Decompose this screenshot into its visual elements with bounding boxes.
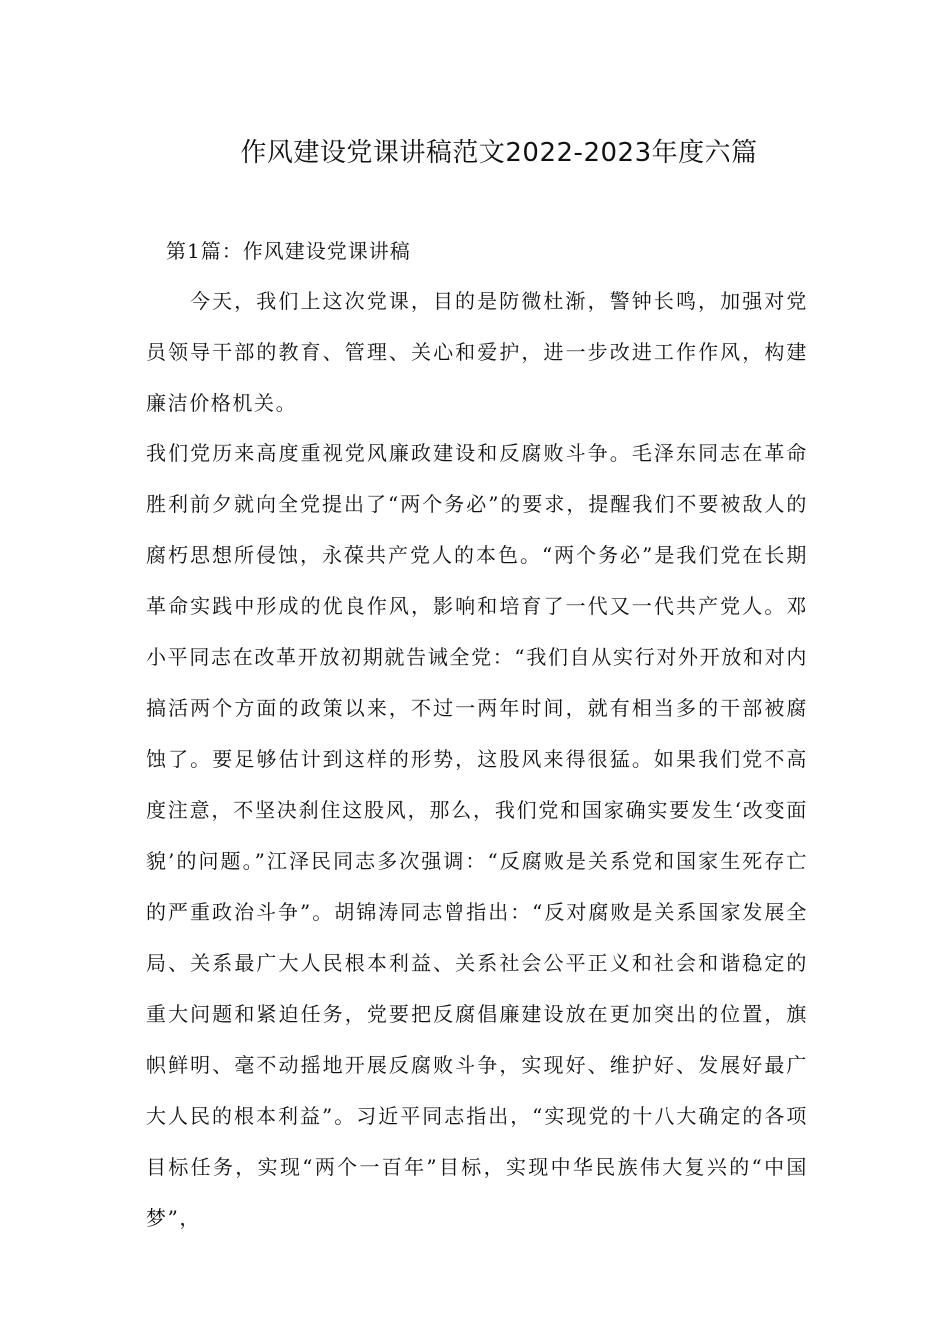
section-heading: 第1篇：作风建设党课讲稿 — [166, 239, 411, 263]
body-paragraph-2: 我们党历来高度重视党风廉政建设和反腐败斗争。毛泽东同志在革命胜利前夕就向全党提出了“两个务必”的要求，提醒我们不要被敌人的腐朽思想所侵蚀，永葆共产党人的本色。“两个务必”是我们党在长期革命实践中形成的优良作风，影响和培育了一代又一代共产党人。邓小平同志在改革开放初期就告诫全党：“我们自从实行对外开放和对内搞活两个方面的政策以来，不过一两年时间，就有相当多的干部被腐蚀了。要足够估计到这样的形势，这股风来得很猛。如果我们党不高度注意，不坚决刹住这股风，那么，我们党和国家确实要发生‘改变面貌’的问题。”江泽民同志多次强调：“反腐败是关系党和国家生死存亡的严重政治斗争”。胡锦涛同志曾指出：“反对腐败是关系国家发展全局、关系最广大人民根本利益、关系社会公平正义和社会和谐稳定的重大问题和紧迫任务，党要把反腐倡廉建设放在更加突出的位置，旗帜鲜明、毫不动摇地开展反腐败斗争，实现好、维护好、发展好最广大人民的根本利益”。习近平同志指出，“实现党的十八大确定的各项目标任务，实现“两个一百年”目标，实现中华民族伟大复兴的“中国梦”， — [146, 441, 808, 1230]
document-title: 作风建设党课讲稿范文2022-2023年度六篇 — [240, 138, 758, 168]
body-paragraph-1: 今天，我们上这次党课，目的是防微杜渐，警钟长鸣，加强对党员领导干部的教育、管理、关心和爱护，进一步改进工作作风，构建廉洁价格机关。 — [146, 289, 808, 415]
